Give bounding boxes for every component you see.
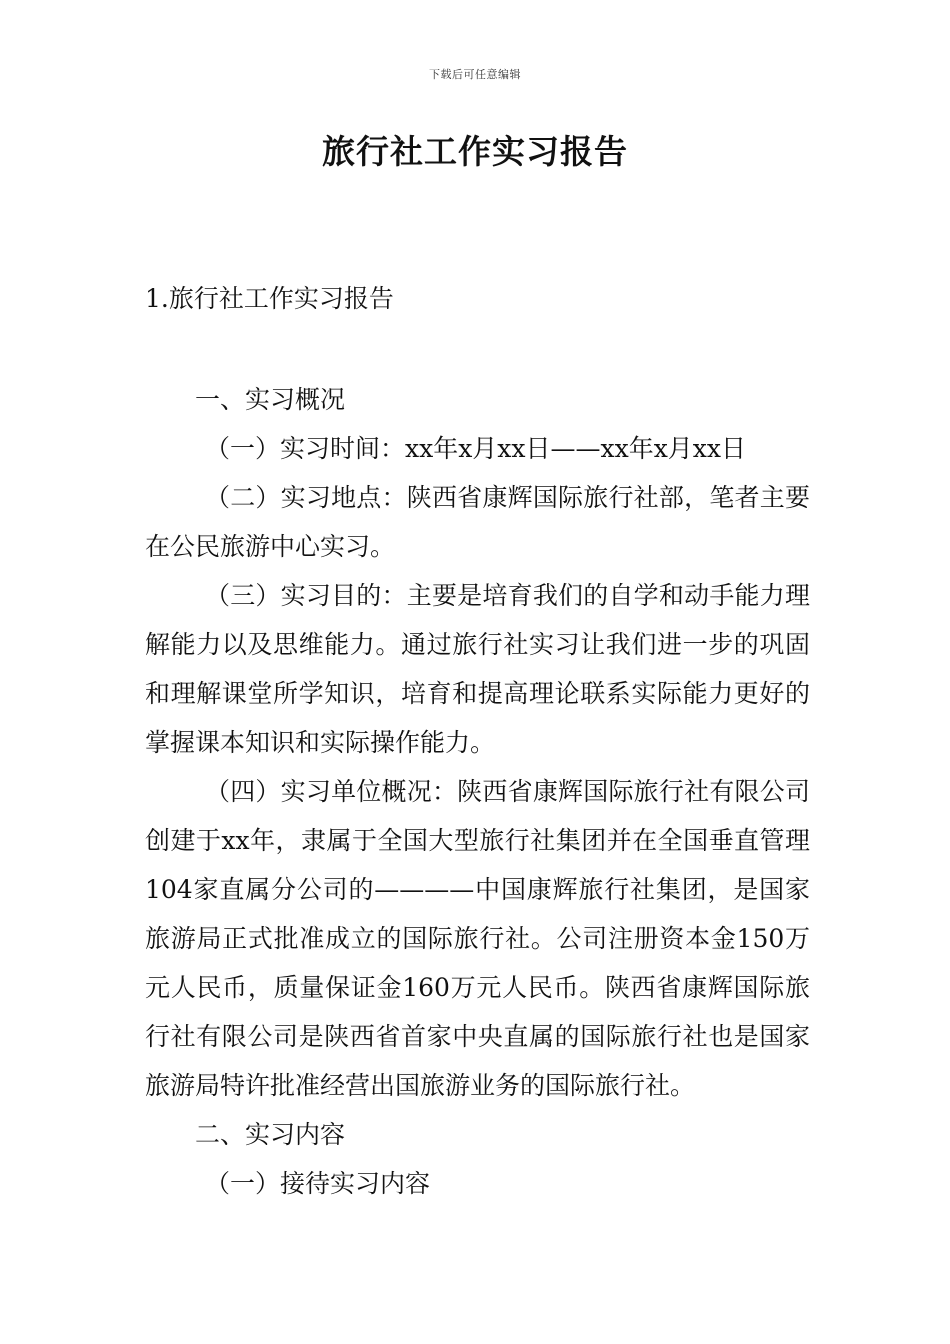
paragraph-time: （一）实习时间：xx年x月xx日——xx年x月xx日 (205, 434, 746, 463)
document-title: 旅行社工作实习报告 (322, 132, 628, 171)
document-body (145, 375, 810, 1208)
paragraph-reception: （一）接待实习内容 (205, 1169, 431, 1198)
paragraph-company-overview: （四）实习单位概况：陕西省康辉国际旅行社有限公司创建于xx年，隶属于全国大型旅行社集团并在全国垂直管理104家直属分公司的————中国康辉旅行社集团，是国家旅游局正式批准成立的国际旅行社。公司注册资本金150万元人民币，质量保证金160万元人民币。陕西省康辉国际旅行社有限公司是陕西省首家中央直属的国际旅行社也是国家旅游局特许批准经营出国旅游业务的国际旅行社。 (145, 777, 810, 1100)
heading-overview: 一、实习概况 (195, 385, 346, 414)
paragraph-location: （二）实习地点：陕西省康辉国际旅行社部，笔者主要在公民旅游中心实习。 (145, 483, 810, 561)
header-note: 下载后可任意编辑 (429, 68, 521, 81)
paragraph-purpose: （三）实习目的：主要是培育我们的自学和动手能力理解能力以及思维能力。通过旅行社实习让我们进一步的巩固和理解课堂所学知识，培育和提高理论联系实际能力更好的掌握课本知识和实际操作能力。 (145, 581, 810, 757)
heading-content: 二、实习内容 (195, 1120, 346, 1149)
section-subtitle: 1.旅行社工作实习报告 (145, 284, 394, 313)
